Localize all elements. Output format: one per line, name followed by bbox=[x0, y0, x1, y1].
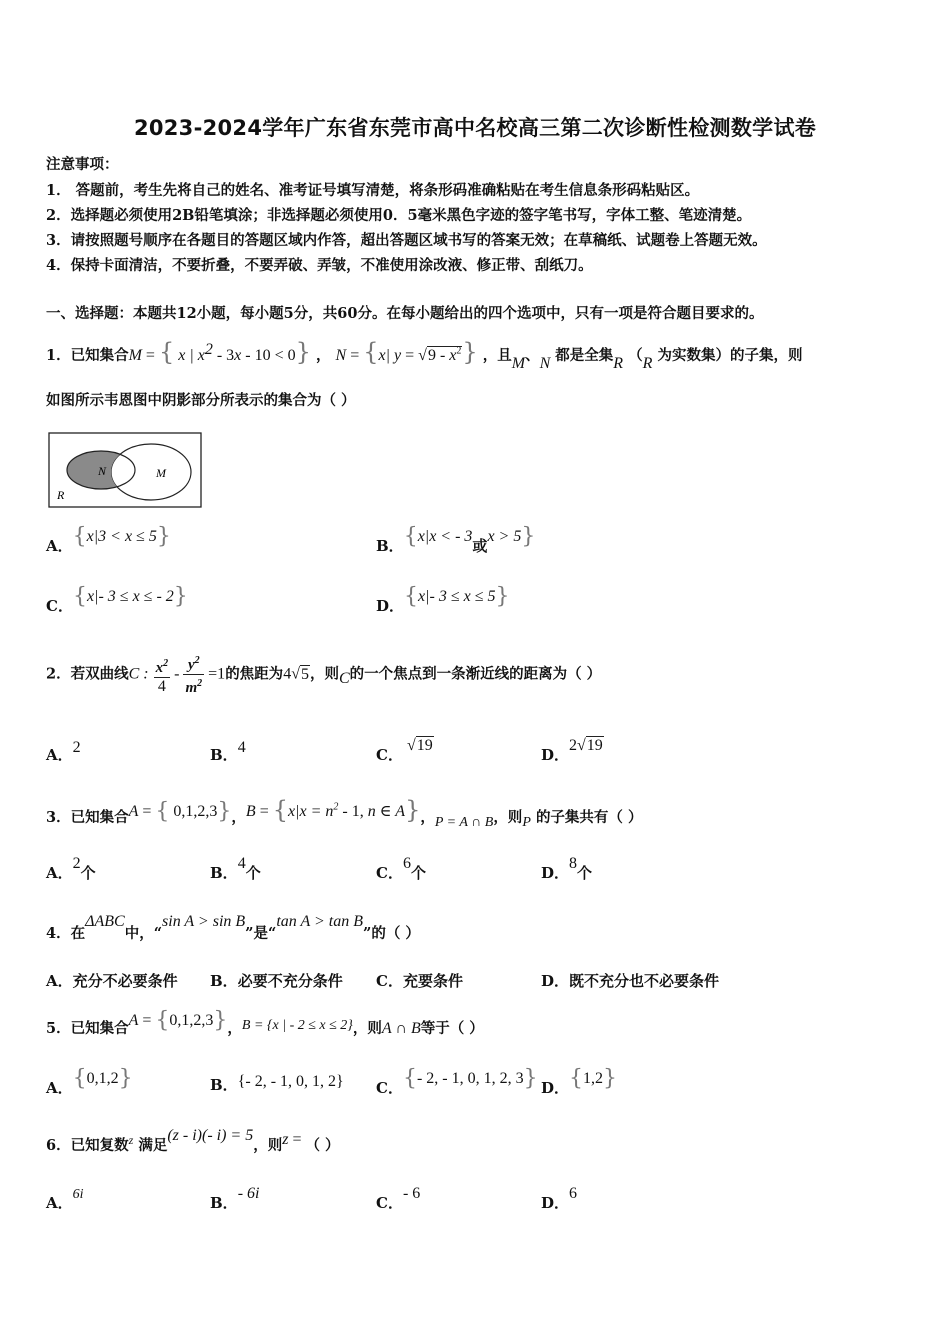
notice-heading: 注意事项： bbox=[46, 156, 119, 173]
q1-line2: 如图所示韦恩图中阴影部分所表示的集合为（ ） bbox=[46, 392, 356, 409]
q5-option-b[interactable]: B．{- 2, - 1, 0, 1, 2} bbox=[210, 1073, 344, 1094]
q2-option-c[interactable]: C． √19 bbox=[376, 737, 433, 764]
q1-option-b[interactable]: B．{x|x < - 3或x > 5} bbox=[376, 524, 536, 555]
q6-option-b[interactable]: B．- 6i bbox=[210, 1185, 260, 1212]
q1-option-d[interactable]: D．{x|- 3 ≤ x ≤ 5} bbox=[376, 584, 510, 615]
exam-title: 2023-2024学年广东省东莞市高中名校高三第二次诊断性检测数学试卷 bbox=[133, 116, 817, 140]
q3-option-d[interactable]: D．8个 bbox=[541, 855, 593, 882]
q5-option-c[interactable]: C．{- 2, - 1, 0, 1, 2, 3} bbox=[376, 1066, 538, 1097]
q1-option-a[interactable]: A．{x|3 < x ≤ 5} bbox=[46, 524, 171, 555]
notice-item-4: 4．保持卡面清洁，不要折叠，不要弄破、弄皱，不准使用涂改液、修正带、刮纸刀。 bbox=[46, 257, 593, 274]
q2-text: 2．若双曲线C : $\frac{x^2}{4}$ - $\frac{y^2}{m^2}$ =1的焦距为4√5，则C的一个焦点到一条渐近线的距离为（ ） bbox=[46, 652, 601, 697]
q3-option-c[interactable]: C．6个 bbox=[376, 855, 426, 882]
q2-option-d[interactable]: D．2√19 bbox=[541, 737, 603, 764]
q2-option-a[interactable]: A．2 bbox=[46, 739, 81, 764]
venn-label-m: M bbox=[156, 466, 166, 480]
notice-item-2: 2．选择题必须使用2B铅笔填涂；非选择题必须使用0．5毫米黑色字迹的签字笔书写，字体工整、笔迹清楚。 bbox=[46, 207, 752, 224]
q3-option-a[interactable]: A．2个 bbox=[46, 855, 96, 882]
q4-option-d[interactable]: D．既不充分也不必要条件 bbox=[541, 972, 720, 990]
q2-option-b[interactable]: B．4 bbox=[210, 739, 246, 764]
q4-option-b[interactable]: B．必要不充分条件 bbox=[210, 972, 343, 990]
q6-text: 6．已知复数$^z$ 满足(z - i)(- i) = 5，则z = （ ） bbox=[46, 1127, 340, 1154]
q6-option-a[interactable]: A．6i bbox=[46, 1187, 84, 1212]
q5-option-d[interactable]: D．{1,2} bbox=[541, 1066, 618, 1097]
q3-option-b[interactable]: B．4个 bbox=[210, 855, 261, 882]
q5-option-a[interactable]: A．{0,1,2} bbox=[46, 1066, 133, 1097]
q1-text: 1．已知集合M = { x | $x^2 - 3x - 10 < 0$} ， N = {x| $y = √9 - x^2$} ，且M、N 都是全集R （R 为实数集）的子集，则 bbox=[46, 338, 803, 372]
venn-label-n: N bbox=[98, 464, 107, 478]
q1-option-c[interactable]: C．{x|- 3 ≤ x ≤ - 2} bbox=[46, 584, 188, 615]
q4-option-a[interactable]: A．充分不必要条件 bbox=[46, 972, 178, 990]
q4-option-c[interactable]: C．充要条件 bbox=[376, 972, 463, 990]
notice-item-1: 1． 答题前，考生先将自己的姓名、准考证号填写清楚，将条形码准确粘贴在考生信息条形码粘贴区。 bbox=[46, 182, 700, 199]
venn-diagram bbox=[48, 432, 204, 510]
venn-label-r: R bbox=[57, 488, 65, 502]
venn-set-m bbox=[111, 444, 191, 500]
q6-option-d[interactable]: D．6 bbox=[541, 1185, 578, 1212]
section-heading: 一、选择题：本题共12小题，每小题5分，共60分。在每小题给出的四个选项中，只有一项是符合题目要求的。 bbox=[46, 305, 764, 322]
q5-text: 5．已知集合A = {0,1,2,3}，B = {x | - 2 ≤ x ≤ 2}，则A ∩ B等于（ ） bbox=[46, 1008, 484, 1037]
q6-option-c[interactable]: C．- 6 bbox=[376, 1185, 421, 1212]
notice-item-3: 3．请按照题号顺序在各题目的答题区域内作答，超出答题区域书写的答案无效；在草稿纸、试题卷上答题无效。 bbox=[46, 232, 767, 249]
q3-text: 3．已知集合A = { 0,1,2,3}，$B = \{x|x = n^2 - 1$, n ∈ A}，P = A ∩ B，则P 的子集共有（ ） bbox=[46, 796, 643, 830]
q4-text: 4．在ΔABC中，“sin A > sin B”是“tan A > tan B”的（ ） bbox=[46, 913, 420, 942]
